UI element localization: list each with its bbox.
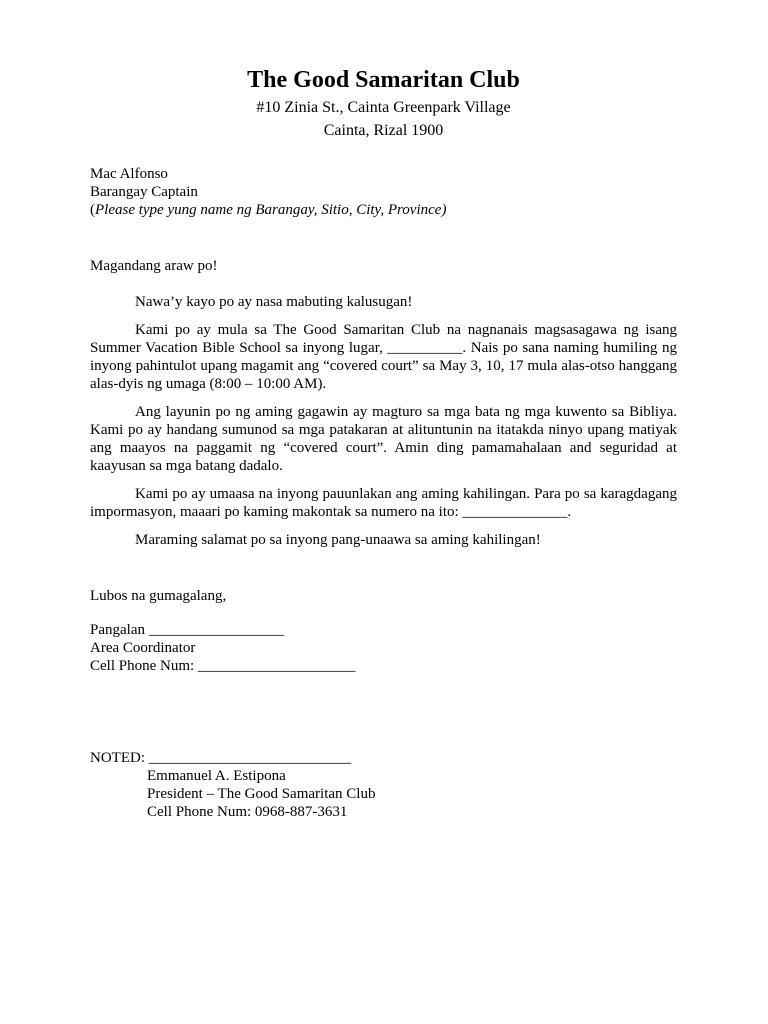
signatory-phone-line: Cell Phone Num: _____________________ (90, 658, 356, 674)
body-paragraph-1: Nawa’y kayo po ay nasa mabuting kalusugan! (135, 294, 413, 310)
signatory-name-line: Pangalan __________________ (90, 622, 284, 638)
letter-page (90, 64, 677, 821)
closing: Lubos na gumagalang, (90, 588, 227, 604)
recipient-title: Barangay Captain (90, 184, 198, 200)
address-line-2: Cainta, Rizal 1900 (323, 122, 444, 139)
recipient-block (90, 165, 677, 219)
body-paragraph-5: Maraming salamat po sa inyong pang-unaawa sa aming kahilingan! (135, 532, 541, 548)
noted-line: NOTED: ___________________________ (90, 750, 352, 766)
noted-details (90, 767, 677, 821)
recipient-location-note (90, 201, 677, 219)
body-paragraph-4: Kami po ay umaasa na inyong pauunlakan ang aming kahilingan. Para po sa karagdagang impormasyon, maaari po kaming makontak sa numero na ito: ______________. (90, 486, 677, 520)
body-paragraph-2: Kami po ay mula sa The Good Samaritan Club na nagnanais magsasagawa ng isang Summer Vacation Bible School sa inyong lugar, __________. Nais po sana naming humiling ng inyong pahintulot upang magamit ang “covered court” sa May 3, 10, 17 mula alas-otso hanggang alas-dyis ng umaga (8:00 – 10:00 AM). (90, 322, 677, 392)
noted-title: President – The Good Samaritan Club (147, 786, 376, 802)
recipient-name: Mac Alfonso (90, 166, 168, 182)
address-line-1: #10 Zinia St., Cainta Greenpark Village (256, 99, 511, 116)
club-name: The Good Samaritan Club (247, 67, 520, 93)
letterhead (90, 64, 677, 142)
signatory-role: Area Coordinator (90, 640, 196, 656)
greeting: Magandang araw po! (90, 258, 218, 274)
body-paragraph-3: Ang layunin po ng aming gagawin ay magturo sa mga bata ng mga kuwento sa Bibliya. Kami po ay handang sumunod sa mga patakaran at alituntunin na itatakda ninyo upang matiyak ang maayos na paggamit ng “covered court”. Amin ding pamamahalaan and seguridad at kaayusan sa mga batang dadalo. (90, 404, 677, 474)
noted-block (90, 749, 677, 821)
note-text: Please type yung name ng Barangay, Sitio, City, Province) (95, 202, 447, 218)
note-open-paren: ( (90, 202, 95, 218)
noted-name: Emmanuel A. Estipona (147, 768, 286, 784)
signatory-block (90, 621, 677, 675)
noted-phone: Cell Phone Num: 0968-887-3631 (147, 804, 348, 820)
